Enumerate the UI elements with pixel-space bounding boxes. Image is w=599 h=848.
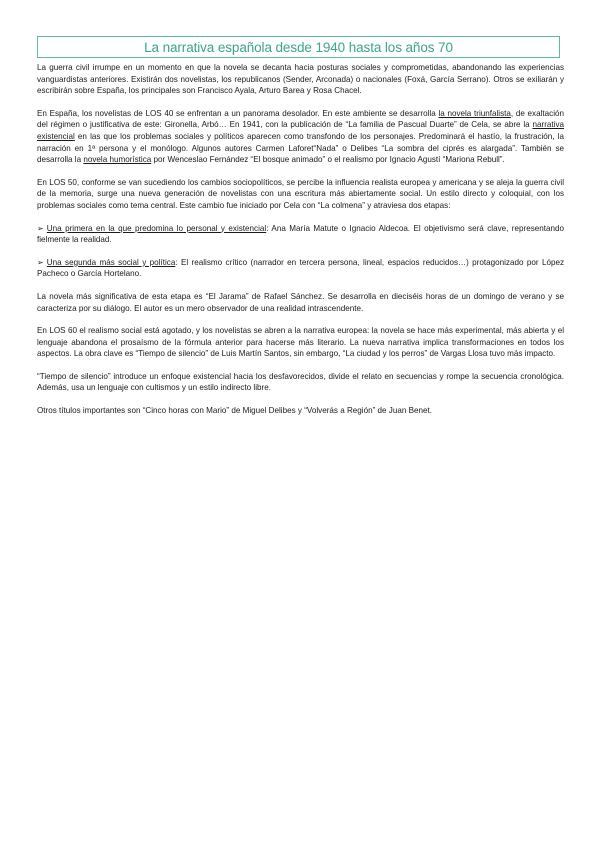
paragraph-40s-text-d: por Wenceslao Fernández “El bosque animado” o el realismo por Ignacio Agustí “Mariona Rebull”. bbox=[151, 155, 505, 165]
bullet-first-stage-text: : Ana María Matute o Ignacio Aldecoa. El objetivismo será clave, representando fielmente la realidad. bbox=[37, 223, 564, 245]
term-novela-humoristica: novela humorística bbox=[83, 155, 152, 165]
term-novela-triunfalista: la novela triunfalista bbox=[438, 108, 511, 118]
paragraph-50s: En LOS 50, conforme se van sucediendo los cambios sociopolíticos, se percibe la influencia realista europea y americana y se aleja la guerra civil de la memoria, surge una nueva generación de novelistas con una escritura más abiertamente social. Un estilo directo y coloquial, con los problemas sociales como tema central. Este cambio fue iniciado por Cela con “La colmena” y atraviesa dos etapas: bbox=[37, 177, 564, 210]
document-body bbox=[37, 62, 564, 428]
paragraph-el-jarama: La novela más significativa de esta etapa es “El Jarama” de Rafael Sánchez. Se desarrolla en dieciséis horas de un domingo de verano y se caracteriza por su diálogo. El autor es un mero observador de una realidad intrascendente. bbox=[37, 291, 564, 313]
title-box bbox=[37, 36, 560, 58]
bullet-second-stage-text: : El realismo crítico (narrador en tercera persona, lineal, espacios reducidos…) protagonizado por López Pacheco o García Hortelano. bbox=[37, 257, 564, 279]
paragraph-40s bbox=[37, 108, 564, 166]
paragraph-other-titles: Otros títulos importantes son “Cinco horas con Mario” de Miguel Delibes y “Volverás a Región” de Juan Benet. bbox=[37, 406, 432, 416]
arrow-bullet-icon: ➢ bbox=[37, 257, 44, 267]
term-narrativa-existencial: narrativa existencial bbox=[37, 120, 564, 141]
bullet-second-stage bbox=[37, 257, 564, 280]
paragraph-40s-text-a: En España, los novelistas de LOS 40 se enfrentan a un panorama desolador. En este ambiente se desarrolla bbox=[37, 108, 439, 118]
paragraph-60s: En LOS 60 el realismo social está agotado, y los novelistas se abren a la narrativa europea: la novela se hace más experimental, más abierta y el lenguaje abandona el prosaísmo de la fórmula anterior para hacerse más literario. La nueva narrativa implica transformaciones en todos los aspectos. La obra clave es “Tiempo de silencio” de Luis Martín Santos, sin embargo, “La ciudad y los perros” de Vargas Llosa tuvo más impacto. bbox=[37, 326, 564, 359]
paragraph-tiempo-de-silencio: “Tiempo de silencio” introduce un enfoque existencial hacia los desfavorecidos, divide el relato en secuencias y rompe la secuencia cronológica. Además, usa un lenguaje con cultismos y un estilo indirecto libre. bbox=[37, 371, 564, 393]
page-title: La narrativa española desde 1940 hasta los años 70 bbox=[144, 39, 453, 55]
paragraph-40s-text-c: en las que los problemas sociales y políticos aparecen como transfondo de los personajes. Predominará el hastío, la frustración, la narración en 1ª persona y el monólogo. Algunos autores Carmen Laforet“Nada” o Delibes “La sombra del ciprés es alargada”. También se desarrolla la bbox=[37, 131, 564, 165]
bullet-first-stage bbox=[37, 223, 564, 246]
arrow-bullet-icon: ➢ bbox=[37, 223, 44, 233]
paragraph-civil-war: La guerra civil irrumpe en un momento en que la novela se decanta hacia posturas sociales y comprometidas, abandonando las experiencias vanguardistas anteriores. Existirán dos novelistas, los republicanos (Sender, Arconada) o nacionales (Foxá, García Serrano). Otros se exiliarán y escribirán sobre España, los principales son Francisco Ayala, Arturo Barea y Rosa Chacel. bbox=[37, 63, 564, 96]
paragraph-40s-text-b: , de exaltación del régimen o justificativa de este: Gironella, Arbó… En 1941, con la publicación de “La familia de Pascual Duarte” de Cela, se abre la bbox=[37, 108, 564, 130]
term-first-stage: Una primera en la que predomina lo personal y existencial bbox=[46, 223, 267, 233]
term-second-stage: Una segunda más social y política bbox=[46, 257, 176, 267]
